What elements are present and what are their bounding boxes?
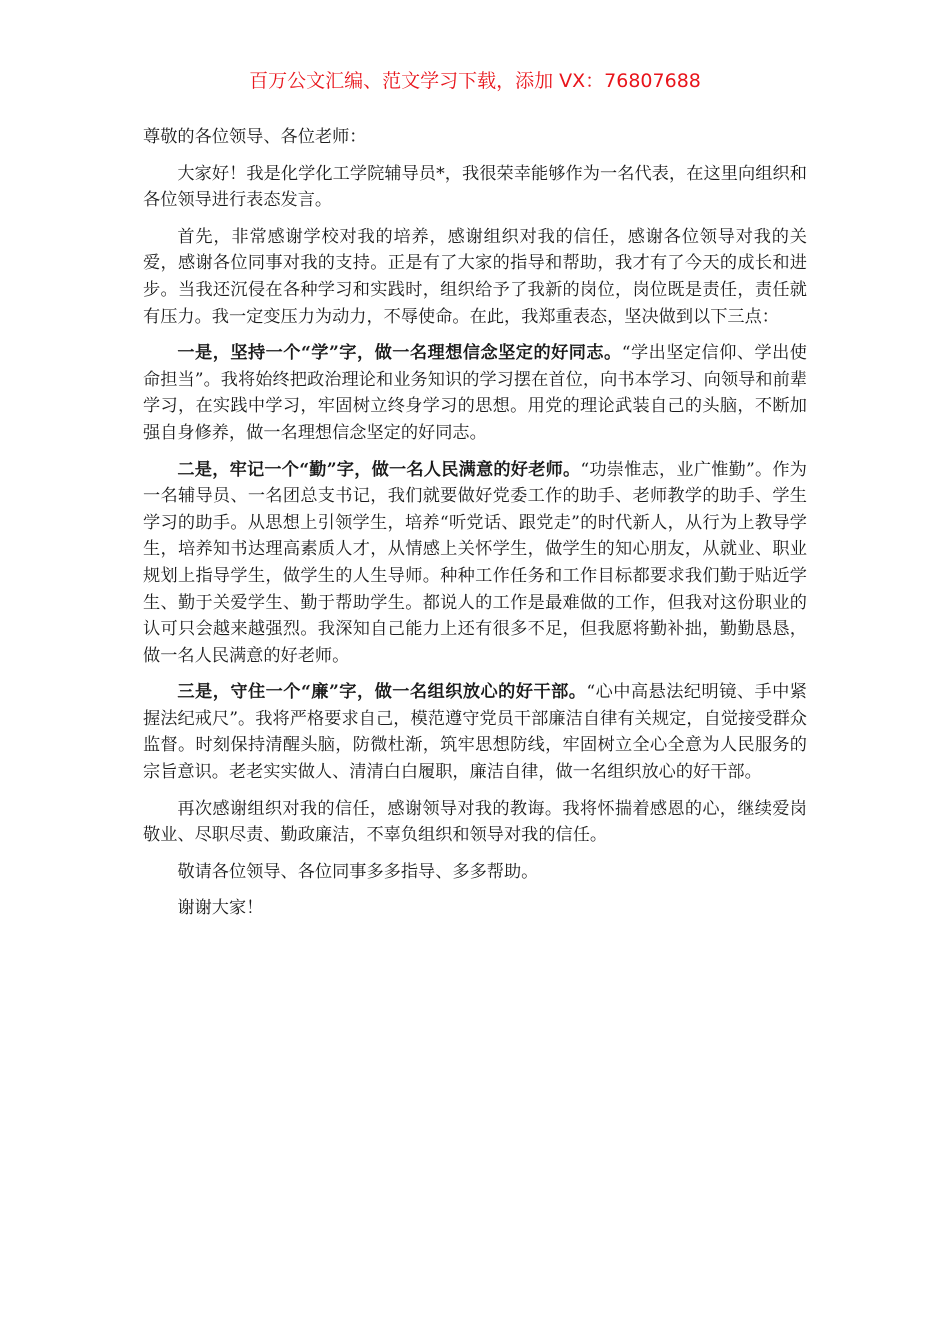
point-one-heading: 一是，坚持一个“学”字，做一名理想信念坚定的好同志。 xyxy=(177,343,622,364)
document-body xyxy=(143,124,807,932)
intro-paragraph: 大家好！我是化学化工学院辅导员*，我很荣幸能够作为一名代表，在这里向组织和各位领导进行表态发言。 xyxy=(143,163,807,211)
point-one-body: “学出坚定信仰、学出使命担当”。我将始终把政治理论和业务知识的学习摆在首位，向书本学习、向领导和前辈学习，在实践中学习，牢固树立终身学习的思想。用党的理论武装自己的头脑，不断加强自身修养，做一名理想信念坚定的好同志。 xyxy=(143,343,807,443)
point-two-heading: 二是，牢记一个“勤”字，做一名人民满意的好老师。 xyxy=(177,459,581,480)
point-two-paragraph xyxy=(143,457,807,670)
header-banner: 百万公文汇编、范文学习下载，添加 VX：76807688 xyxy=(249,70,701,92)
point-one-paragraph xyxy=(143,340,807,446)
request-paragraph: 敬请各位领导、各位同事多多指导、多多帮助。 xyxy=(177,861,539,882)
point-three-body: “心中高悬法纪明镜、手中紧握法纪戒尺”。我将严格要求自己，模范遵守党员干部廉洁自律有关规定，自觉接受群众监督。时刻保持清醒头脑，防微杜渐，筑牢思想防线，牢固树立全心全意为人民服务的宗旨意识。老老实实做人、清清白白履职，廉洁自律，做一名组织放心的好干部。 xyxy=(143,682,807,783)
closing-paragraph: 再次感谢组织对我的信任，感谢领导对我的教诲。我将怀揣着感恩的心，继续爱岗敬业、尽职尽责、勤政廉洁，不辜负组织和领导对我的信任。 xyxy=(143,798,807,846)
thank-you-line: 谢谢大家！ xyxy=(177,898,264,919)
point-three-heading: 三是，守住一个“廉”字，做一名组织放心的好干部。 xyxy=(177,682,587,703)
salutation: 尊敬的各位领导、各位老师： xyxy=(143,127,367,147)
point-two-body: “功崇惟志，业广惟勤”。作为一名辅导员、一名团总支书记，我们就要做好党委工作的助手、老师教学的助手、学生学习的助手。从思想上引领学生，培养“听党话、跟党走”的时代新人，从行为上教导学生，培养知书达理高素质人才，从情感上关怀学生，做学生的知心朋友，从就业、职业规划上指导学生，做学生的人生导师。种种工作任务和工作目标都要求我们勤于贴近学生、勤于关爱学生、勤于帮助学生。都说人的工作是最难做的工作，但我对这份职业的认可只会越来越强烈。我深知自己能力上还有很多不足，但我愿将勤补拙，勤勤恳恳，做一名人民满意的好老师。 xyxy=(143,459,807,666)
thanks-paragraph: 首先，非常感谢学校对我的培养，感谢组织对我的信任，感谢各位领导对我的关爱，感谢各位同事对我的支持。正是有了大家的指导和帮助，我才有了今天的成长和进步。当我还沉侵在各种学习和实践时，组织给予了我新的岗位，岗位既是责任，责任就有压力。我一定变压力为动力，不辱使命。在此，我郑重表态，坚决做到以下三点： xyxy=(143,226,807,327)
point-three-paragraph xyxy=(143,679,807,785)
